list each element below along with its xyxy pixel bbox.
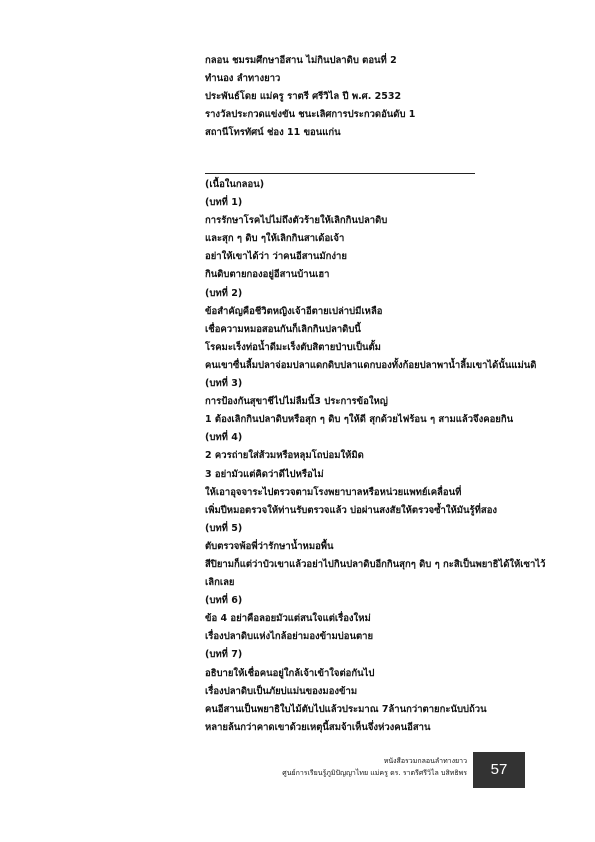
poem-line: เรื่องปลาดิบแห่งไกล้อย่ามองข้ามบ่อนตาย [205,631,374,643]
poem-line: และสุก ๆ ดิบ ๆให้เลิกกินสาเด้อเจ้า [205,233,345,245]
poem-line: ตับตรวจพ้อพี่ว่ารักษาน้ำหมอพื้น [205,540,334,552]
poem-line: 2 ควรถ่ายใส่ส้วมหรือหลุมโถบ่อมให้มิด [205,450,364,462]
poem-line: โรคมะเร็งท่อน้ำดีมะเร็งตับสิตายป่าบเป็นตั้ม [205,341,381,353]
poem-line: เลิกเลย [205,577,235,589]
poem-line: เพิ่มปีหมอตรวจให้ท่านรับตรวจแล้ว บ่อผ่านสงสัยให้ตรวจซ้ำให้มันรู้ที่สอง [205,504,498,516]
header-line: ทำนอง ลำทางยาว [205,73,281,84]
poem-line: เรื่องปลาดิบเป็นภัยบ่แม่นของมองข้าม [205,685,358,697]
header-line: สถานีโทรทัศน์ ช่อง 11 ขอนแก่น [205,127,341,138]
poem-line: (บทที่ 6) [205,595,243,607]
poem-line: ข้อสำคัญคือชีวิตหญิงเจ้าอีตายเปล่าบ่มีเหลือ [205,305,383,317]
poem-line: (บทที่ 3) [205,378,243,390]
header-line: ประพันธ์โดย แม่ครู ราตรี ศรีวิไล ปี พ.ศ. 2532 [205,91,402,102]
poem-line: เชื่อความหมอสอนกันก็เลิกกินปลาดิบนี้ [205,323,361,335]
poem-line: 3 อย่ามัวแต่คิดว่าดีไปหรือไม่ [205,468,324,480]
poem-line: (บทที่ 1) [205,197,243,209]
poem-line: การป้องกันสุขาชีไปไม่ลืมนี้3 ประการข้อใหญ่ [205,396,388,408]
poem-line: คนเขาซื่นลี้มปลาจ่อมปลาแดกดิบปลาแดกบองทั้งก้อยปลาพาน้ำลี้มเขาได้นั้นแม่นดิ [205,359,537,371]
poem-line: หลายล้นกว่าคาดเขาด้วยเหตุนี้สมจ้าเห็นจึ่งห่วงคนอีสาน [205,721,431,733]
poem-line: ข้อ 4 อย่าคือลอยมัวแต่สนใจแต่เรื่องใหม่ [205,613,371,625]
poem-line: อย่าให้เขาได้ว่า ว่าคนอีสานมักง่าย [205,251,347,263]
poem-line: (บทที่ 7) [205,649,243,661]
header-line: กลอน ชมรมศึกษาอีสาน ไม่กินปลาดิบ ตอนที่ 2 [205,55,397,66]
poem-line: 1 ต้องเลิกกินปลาดิบหรือสุก ๆ ดิบ ๆให้ดี สุกด้วยไฟร้อน ๆ สามแล้วจึงคอยกิน [205,414,514,426]
poem-line: (บทที่ 2) [205,287,243,299]
header-divider [205,173,475,174]
poem-line: คนอีสานเป็นพยาธิใบไม้ตับไปแล้วประมาณ 7ล้านกว่าตายกะนับบ่ถ้วน [205,703,487,715]
poem-line: (เนื้อในกลอน) [205,179,265,190]
poem-line: การรักษาโรคไปไม่ถึงตัวร้ายให้เลิกกินปลาดิบ [205,215,388,227]
poem-body [205,176,546,737]
poem-line: ให้เอาอุจจาระไปตรวจตามโรงพยาบาลหรือหน่วยแพทย์เคลื่อนที่ [205,486,462,498]
header-line: รางวัลประกวดแข่งขัน ชนะเลิศการประกวดอันดับ 1 [205,109,416,120]
poem-line: กินดิบตายกองอยู่อีสานบ้านเฮา [205,269,330,281]
poem-line: (บทที่ 5) [205,522,243,534]
poem-header [205,52,495,142]
poem-line: สีปิยามก็แต่ว่าป๋วเขาแล้วอย่าไปกินปลาดิบอีกกินสุกๆ ดิบ ๆ กะสิเป็นพยาธิได้ให้เซาไว้ [205,558,546,570]
poem-line: (บทที่ 4) [205,432,243,444]
footer-publisher: ศูนย์การเรียนรู้ภูมิปัญญาไทย แม่ครู ดร. ราตรีศรีวิไล บสิทธิพร [282,769,467,777]
footer-book-title: หนังสือรวมกลอนลำทางยาว [383,757,467,765]
poem-line: อธิบายให้เชื่อคนอยู่ใกล้เจ้าเข้าใจต่อกันไป [205,667,375,679]
page-number: 57 [473,752,525,788]
